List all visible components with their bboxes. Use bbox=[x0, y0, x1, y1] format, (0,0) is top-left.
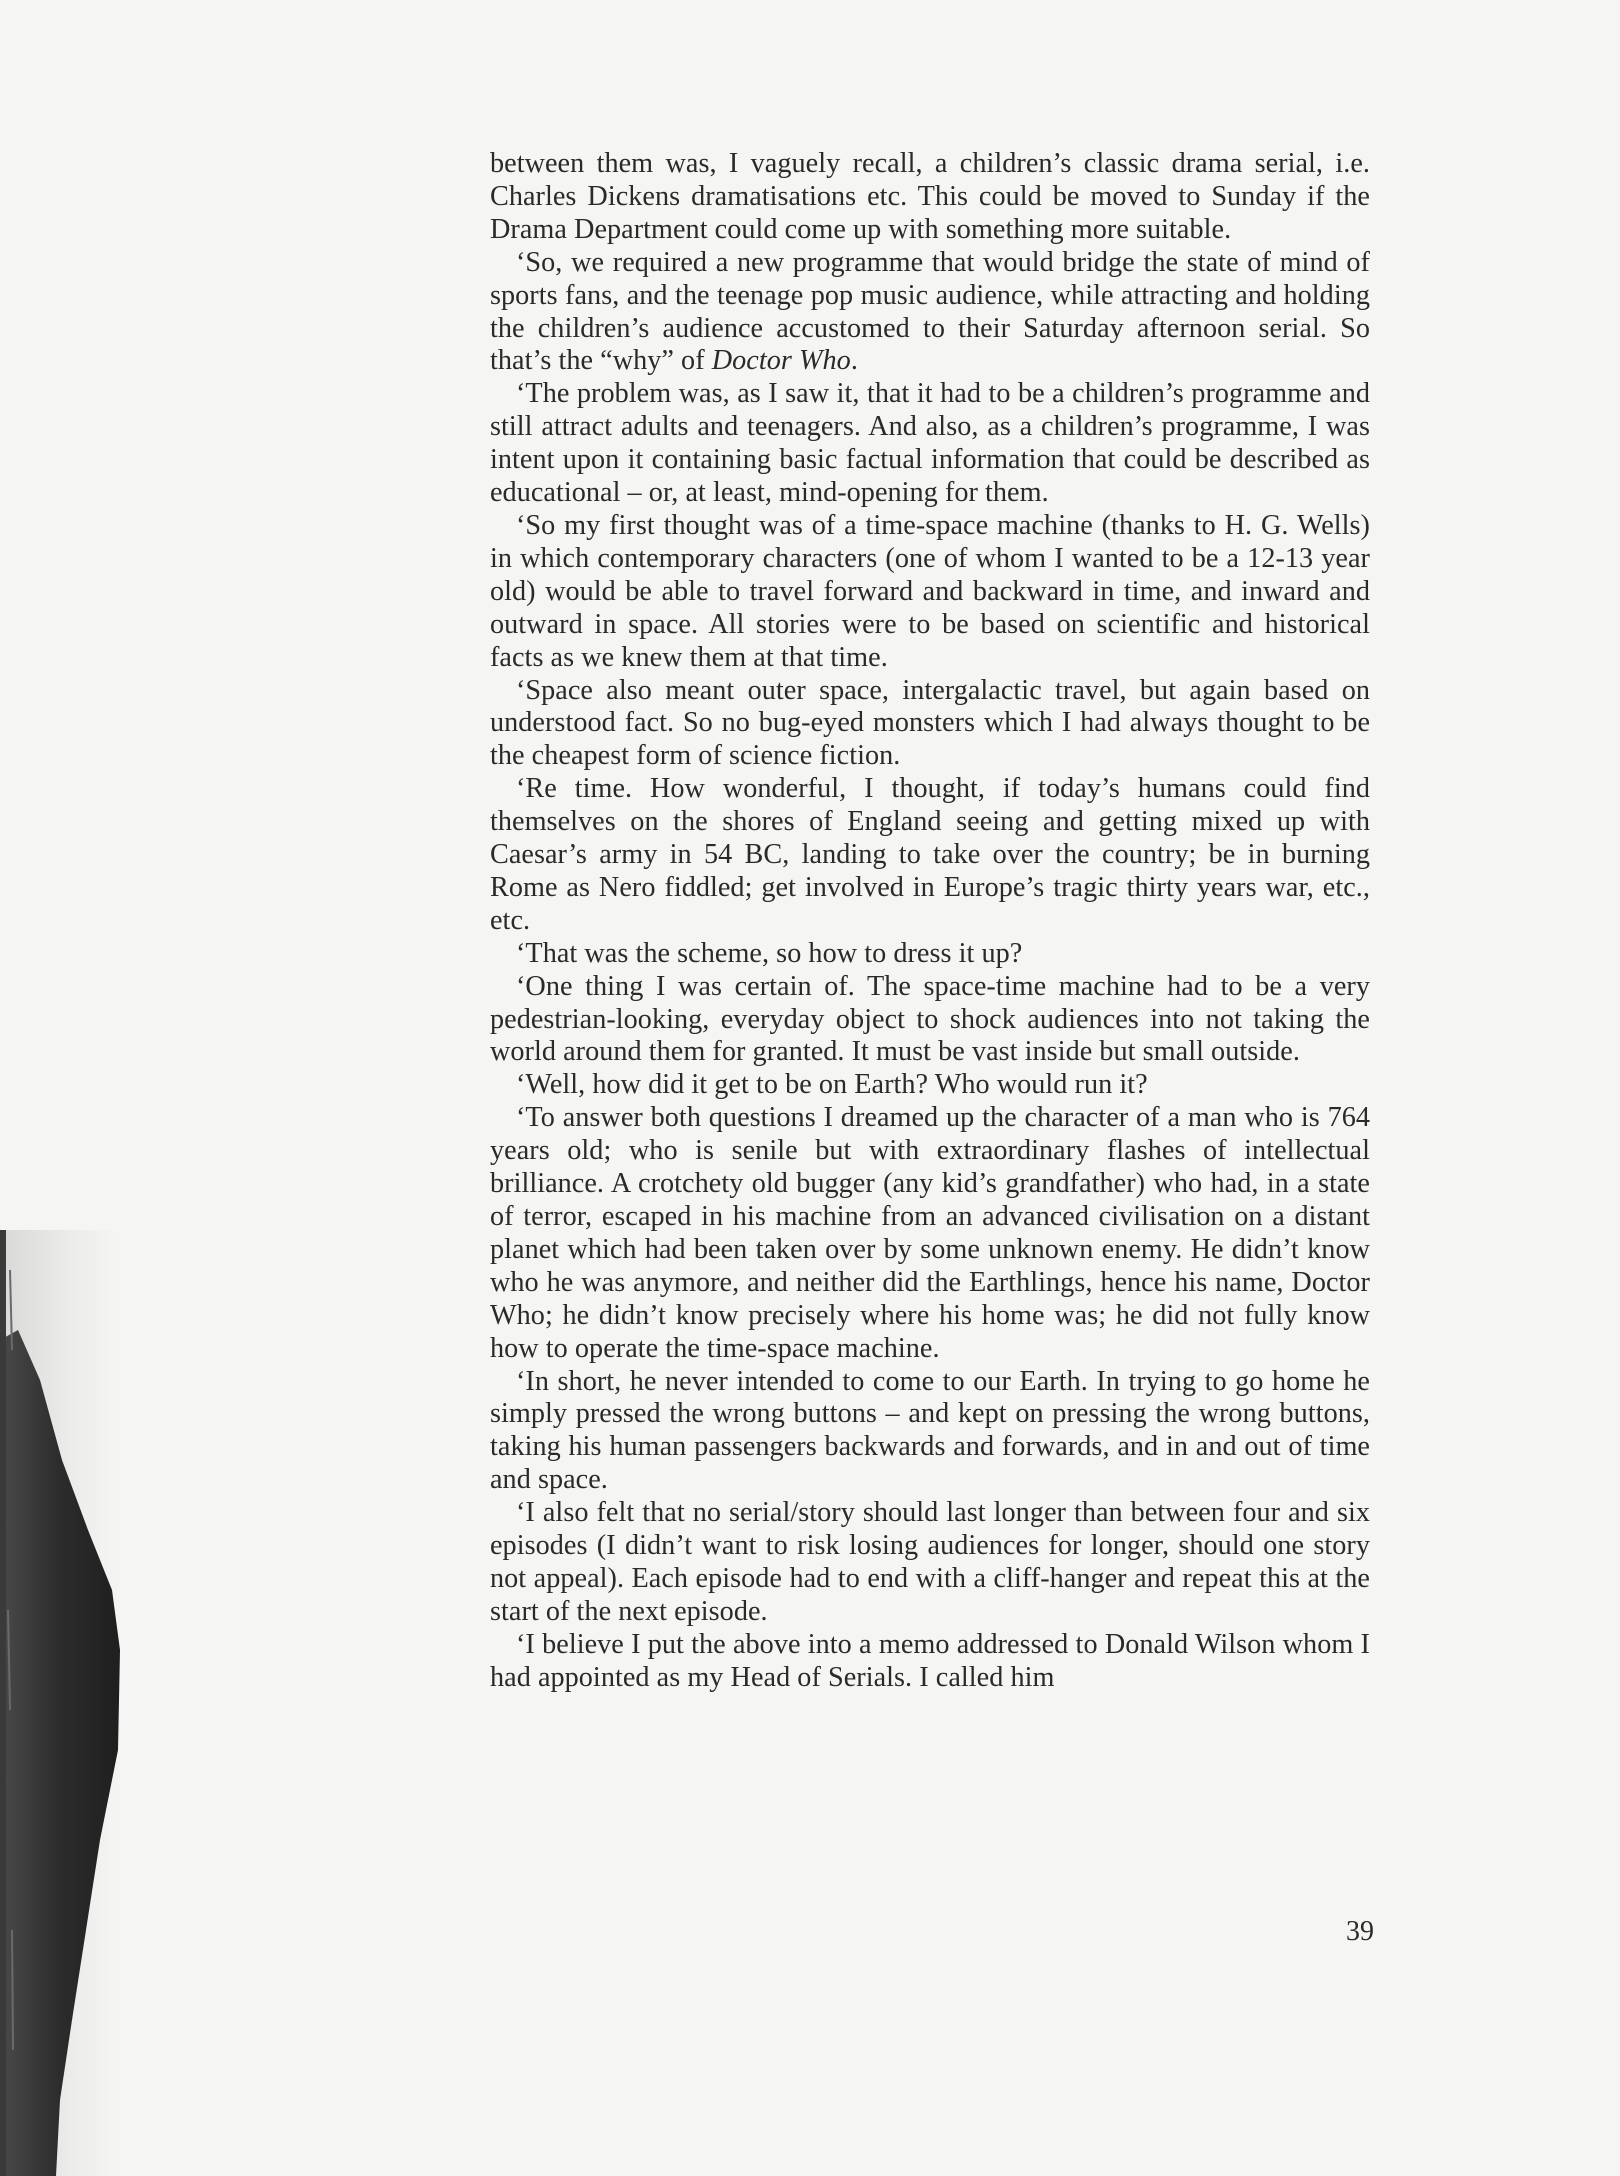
paragraph: ‘One thing I was certain of. The space-time machine had to be a very pedestrian-looking, everyday object to shock audiences into not taking the world around them for granted. It must be vast inside but small outside. bbox=[490, 970, 1370, 1068]
paragraph: ‘In short, he never intended to come to our Earth. In trying to go home he simply pressed the wrong buttons – and kept on pressing the wrong buttons, taking his human passengers backwards and forwards, and in and out of time and space. bbox=[490, 1365, 1370, 1496]
italic-title: Doctor Who bbox=[711, 345, 851, 377]
page-number: 39 bbox=[1346, 1916, 1374, 1947]
paragraph: ‘I also felt that no serial/story should last longer than between four and six episodes (I didn’t want to risk losing audiences for longer, should one story not appeal). Each episode had to end with a cliff-hanger and repeat this at the start of the next episode. bbox=[490, 1497, 1370, 1627]
paragraph: ‘Well, how did it get to be on Earth? Who would run it? bbox=[516, 1069, 1148, 1101]
body-text bbox=[490, 148, 1370, 1695]
paragraph: ‘Space also meant outer space, intergalactic travel, but again based on understood fact. So no bug-eyed monsters which I had always thought to be the cheapest form of science fiction. bbox=[490, 674, 1370, 772]
paragraph: ‘To answer both questions I dreamed up the character of a man who is 764 years old; who is senile but with extraordinary flashes of intellectual brilliance. A crotchety old bugger (any kid’s grandfather) who had, in a state of terror, escaped in his machine from an advanced civilisation on a distant planet which had been taken over by some unknown enemy. He didn’t know who he was anymore, and neither did the Earthlings, hence his name, Doctor Who; he didn’t know precisely where his home was; he did not fully know how to operate the time-space machine. bbox=[490, 1102, 1370, 1364]
paragraph: ‘Re time. How wonderful, I thought, if today’s humans could find themselves on the shores of England seeing and getting mixed up with Caesar’s army in 54 BC, landing to take over the country; be in burning Rome as Nero fiddled; get involved in Europe’s tragic thirty years war, etc., etc. bbox=[490, 773, 1370, 936]
paragraph: ‘That was the scheme, so how to dress it up? bbox=[516, 937, 1023, 969]
paragraph: ‘The problem was, as I saw it, that it had to be a children’s programme and still attract adults and teenagers. And also, as a children’s programme, I was intent upon it containing basic factual information that could be described as educational – or, at least, mind-opening for them. bbox=[490, 378, 1370, 509]
paragraph: ‘So, we required a new programme that would bridge the state of mind of sports fans, and the teenage pop music audience, while attracting and holding the children’s audience accustomed to their Saturday afternoon serial. So that’s the “why” of Doctor Who. bbox=[490, 246, 1370, 377]
paragraph: between them was, I vaguely recall, a children’s classic drama serial, i.e. Charles Dickens dramatisations etc. This could be moved to Sunday if the Drama Department could come up with something more suitable. bbox=[490, 148, 1370, 245]
paragraph: ‘I believe I put the above into a memo addressed to Donald Wilson whom I had appointed as my Head of Serials. I called him bbox=[490, 1628, 1370, 1693]
paragraph: ‘So my first thought was of a time-space machine (thanks to H. G. Wells) in which contemporary characters (one of whom I wanted to be a 12-13 year old) would be able to travel forward and backward in time, and inward and outward in space. All stories were to be based on scientific and historical facts as we knew them at that time. bbox=[490, 509, 1370, 673]
facing-page-shadow bbox=[0, 1230, 140, 2176]
